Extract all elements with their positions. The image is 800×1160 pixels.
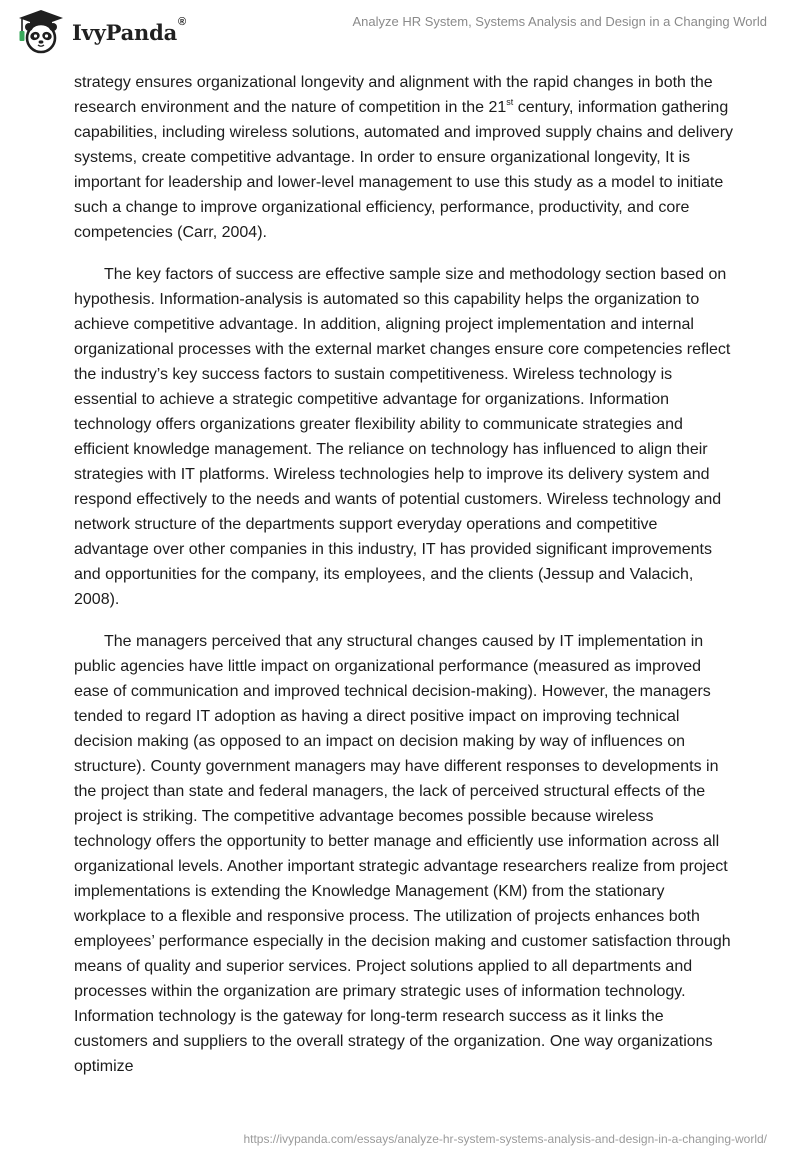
paragraph-2: The key factors of success are effective sample size and methodology section based on hypothesis. Information-analysis is automated so this capability helps the organization to achieve competitive advantage. In addition, aligning project implementation and internal organizational processes with the external market changes ensure core competencies reflect the industry’s key success factors to sustain competitiveness. Wireless technology is essential to achieve a strategic competitive advantage for organizations. Information technology offers organizations greater flexibility ability to communicate strategies and efficient knowledge management. The reliance on technology has influenced to align their strategies with IT platforms. Wireless technologies help to improve its delivery system and respond effectively to the needs and wants of potential customers. Wireless technology and network structure of the departments support everyday operations and competitive advantage over other companies in this industry, IT has provided significant improvements and opportunities for the company, its employees, and the clients (Jessup and Valacich, 2008). (74, 266, 731, 608)
paragraph-1 (74, 70, 734, 245)
panda-logo-icon (14, 8, 68, 54)
document-title: Analyze HR System, Systems Analysis and Design in a Changing World (352, 14, 767, 29)
page-header (0, 0, 800, 60)
paragraph-3: The managers perceived that any structural changes caused by IT implementation in public agencies have little impact on organizational performance (measured as improved ease of communication and improved technical decision-making). However, the managers tended to regard IT adoption as having a direct positive impact on improving technical decision making (as opposed to an impact on decision making by way of influences on structure). County government managers may have different responses to developments in the project than state and federal managers, the lack of perceived structural effects of the project is striking. The competitive advantage becomes possible because wireless technology offers the opportunity to better manage and efficiently use information across all organizational levels. Another important strategic advantage researchers realize from project implementations is extending the Knowledge Management (KM) from the stationary workplace to a flexible and responsive process. The utilization of projects enhances both employees’ performance especially in the decision making and customer satisfaction through means of quality and superior services. Project solutions applied to all departments and processes within the organization are primary strategic uses of information technology. Information technology is the gateway for long-term research success as it links the customers and suppliers to the overall strategy of the organization. One way organizations optimize (74, 633, 731, 1075)
logo-wordmark: IvyPanda® (72, 15, 186, 45)
source-url[interactable]: https://ivypanda.com/essays/analyze-hr-system-systems-analysis-and-design-in-a-changing-world/ (243, 1132, 767, 1146)
paragraph-1-text-a: strategy ensures organizational longevity and alignment with the rapid changes in both the research environment and the nature of competition in the 21 (74, 74, 713, 116)
ordinal-suffix: st (506, 97, 514, 107)
registered-mark: ® (178, 15, 186, 28)
logo[interactable] (14, 8, 186, 54)
paragraph-1-text-b: century, information gathering capabilities, including wireless solutions, automated and improved supply chains and delivery systems, create competitive advantage. In order to ensure organizational longevity, It is important for leadership and lower-level management to use this study as a model to initiate such a change to improve organizational efficiency, performance, productivity, and core competencies (Carr, 2004). (74, 99, 734, 241)
essay-body (74, 70, 734, 1096)
